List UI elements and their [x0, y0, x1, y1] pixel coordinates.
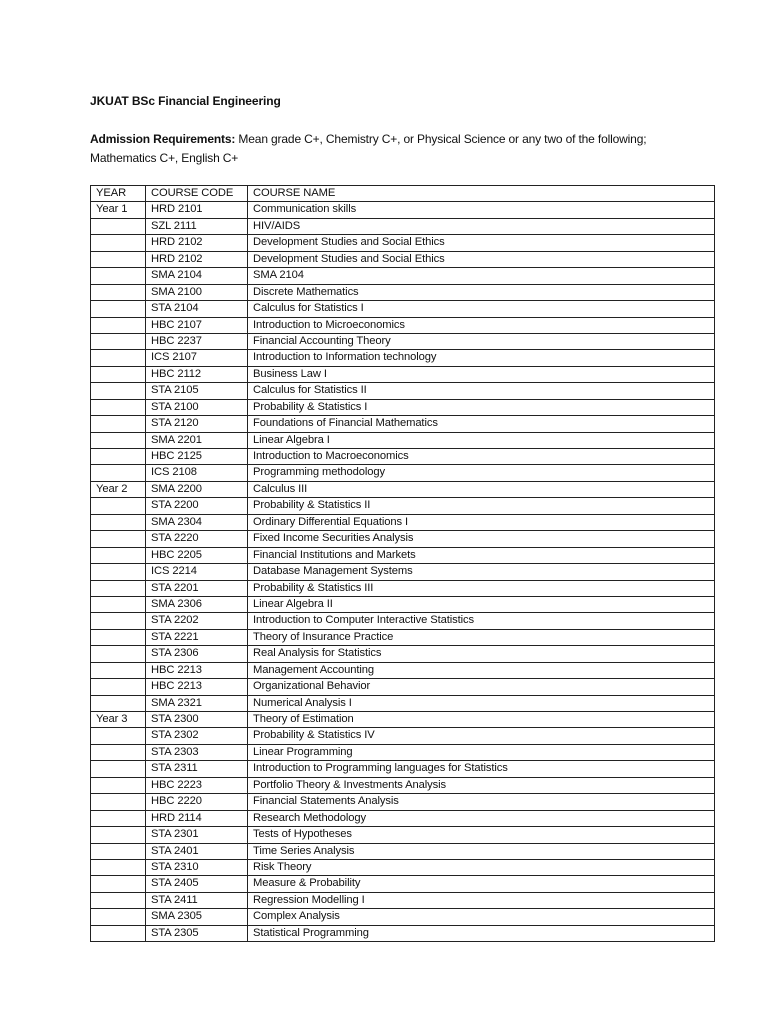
- course-table-body: [91, 202, 715, 942]
- table-row: [91, 514, 715, 530]
- year-cell: [91, 859, 146, 875]
- year-cell: [91, 580, 146, 596]
- year-cell: [91, 531, 146, 547]
- course-code-cell: STA 2411: [146, 892, 248, 908]
- table-row: [91, 350, 715, 366]
- year-cell: [91, 629, 146, 645]
- course-name-cell: Foundations of Financial Mathematics: [248, 416, 715, 432]
- table-row: [91, 531, 715, 547]
- year-cell: [91, 564, 146, 580]
- course-code-cell: STA 2310: [146, 859, 248, 875]
- course-name-cell: Linear Algebra II: [248, 596, 715, 612]
- course-code-cell: HBC 2205: [146, 547, 248, 563]
- course-code-cell: ICS 2107: [146, 350, 248, 366]
- course-code-cell: STA 2221: [146, 629, 248, 645]
- course-code-cell: STA 2401: [146, 843, 248, 859]
- course-code-cell: STA 2220: [146, 531, 248, 547]
- course-code-cell: STA 2202: [146, 613, 248, 629]
- table-row: [91, 301, 715, 317]
- course-name-cell: Numerical Analysis I: [248, 695, 715, 711]
- table-row: [91, 843, 715, 859]
- course-code-cell: STA 2300: [146, 712, 248, 728]
- table-row: [91, 284, 715, 300]
- course-name-cell: Introduction to Macroeconomics: [248, 449, 715, 465]
- course-name-cell: Fixed Income Securities Analysis: [248, 531, 715, 547]
- course-name-cell: Probability & Statistics I: [248, 399, 715, 415]
- table-row: [91, 728, 715, 744]
- course-code-cell: HBC 2213: [146, 679, 248, 695]
- course-code-cell: STA 2306: [146, 646, 248, 662]
- course-name-cell: Probability & Statistics II: [248, 498, 715, 514]
- table-row: [91, 827, 715, 843]
- course-name-cell: Organizational Behavior: [248, 679, 715, 695]
- year-cell: [91, 695, 146, 711]
- course-name-cell: Portfolio Theory & Investments Analysis: [248, 777, 715, 793]
- year-cell: [91, 810, 146, 826]
- course-code-cell: SMA 2304: [146, 514, 248, 530]
- year-cell: [91, 383, 146, 399]
- course-name-cell: Statistical Programming: [248, 925, 715, 941]
- year-cell: [91, 662, 146, 678]
- header-course-code: COURSE CODE: [146, 186, 248, 202]
- year-cell: [91, 251, 146, 267]
- table-row: [91, 235, 715, 251]
- header-year: YEAR: [91, 186, 146, 202]
- table-row: [91, 399, 715, 415]
- table-row: [91, 810, 715, 826]
- table-row: [91, 859, 715, 875]
- course-code-cell: HBC 2107: [146, 317, 248, 333]
- course-name-cell: Financial Statements Analysis: [248, 794, 715, 810]
- year-cell: [91, 399, 146, 415]
- table-row: [91, 892, 715, 908]
- year-cell: [91, 449, 146, 465]
- table-row: [91, 596, 715, 612]
- header-course-name: COURSE NAME: [248, 186, 715, 202]
- course-name-cell: Probability & Statistics III: [248, 580, 715, 596]
- admission-text: Mean grade C+, Chemistry C+, or Physical Science or any two of the following; Mathematics C+, English C+: [90, 132, 647, 165]
- course-code-cell: STA 2120: [146, 416, 248, 432]
- year-cell: [91, 432, 146, 448]
- course-code-cell: HBC 2237: [146, 333, 248, 349]
- course-name-cell: Ordinary Differential Equations I: [248, 514, 715, 530]
- document-title: JKUAT BSc Financial Engineering: [90, 94, 281, 108]
- table-row: [91, 909, 715, 925]
- course-name-cell: Discrete Mathematics: [248, 284, 715, 300]
- year-cell: [91, 909, 146, 925]
- table-row: [91, 712, 715, 728]
- year-cell: [91, 333, 146, 349]
- table-row: [91, 481, 715, 497]
- course-table: [90, 185, 715, 942]
- course-code-cell: HBC 2112: [146, 366, 248, 382]
- course-code-cell: STA 2303: [146, 744, 248, 760]
- course-code-cell: ICS 2108: [146, 465, 248, 481]
- year-cell: [91, 892, 146, 908]
- year-cell: [91, 366, 146, 382]
- course-name-cell: Introduction to Information technology: [248, 350, 715, 366]
- year-cell: [91, 646, 146, 662]
- course-name-cell: Complex Analysis: [248, 909, 715, 925]
- year-cell: [91, 268, 146, 284]
- year-cell: [91, 761, 146, 777]
- year-cell: [91, 235, 146, 251]
- year-cell: [91, 547, 146, 563]
- year-cell: [91, 301, 146, 317]
- table-row: [91, 449, 715, 465]
- course-name-cell: Database Management Systems: [248, 564, 715, 580]
- course-code-cell: STA 2301: [146, 827, 248, 843]
- year-cell: Year 2: [91, 481, 146, 497]
- table-row: [91, 679, 715, 695]
- course-code-cell: SMA 2104: [146, 268, 248, 284]
- table-row: [91, 218, 715, 234]
- course-code-cell: HBC 2220: [146, 794, 248, 810]
- table-row: [91, 662, 715, 678]
- course-name-cell: Management Accounting: [248, 662, 715, 678]
- course-code-cell: SMA 2306: [146, 596, 248, 612]
- course-name-cell: HIV/AIDS: [248, 218, 715, 234]
- year-cell: [91, 827, 146, 843]
- course-code-cell: STA 2100: [146, 399, 248, 415]
- course-code-cell: HBC 2213: [146, 662, 248, 678]
- course-name-cell: Probability & Statistics IV: [248, 728, 715, 744]
- year-cell: [91, 679, 146, 695]
- year-cell: [91, 350, 146, 366]
- table-row: [91, 646, 715, 662]
- year-cell: [91, 843, 146, 859]
- table-row: [91, 876, 715, 892]
- table-row: [91, 777, 715, 793]
- course-code-cell: STA 2104: [146, 301, 248, 317]
- table-row: [91, 202, 715, 218]
- course-code-cell: STA 2311: [146, 761, 248, 777]
- course-code-cell: SMA 2201: [146, 432, 248, 448]
- course-name-cell: Theory of Estimation: [248, 712, 715, 728]
- year-cell: [91, 794, 146, 810]
- course-code-cell: SMA 2321: [146, 695, 248, 711]
- course-name-cell: Calculus for Statistics I: [248, 301, 715, 317]
- year-cell: [91, 284, 146, 300]
- course-code-cell: HBC 2223: [146, 777, 248, 793]
- year-cell: [91, 876, 146, 892]
- year-cell: [91, 613, 146, 629]
- admission-requirements: [90, 130, 700, 168]
- table-row: [91, 432, 715, 448]
- course-name-cell: Linear Programming: [248, 744, 715, 760]
- course-name-cell: Linear Algebra I: [248, 432, 715, 448]
- table-row: [91, 465, 715, 481]
- course-name-cell: Business Law I: [248, 366, 715, 382]
- year-cell: Year 3: [91, 712, 146, 728]
- table-row: [91, 580, 715, 596]
- course-name-cell: SMA 2104: [248, 268, 715, 284]
- course-code-cell: STA 2201: [146, 580, 248, 596]
- course-name-cell: Theory of Insurance Practice: [248, 629, 715, 645]
- table-row: [91, 794, 715, 810]
- year-cell: [91, 744, 146, 760]
- course-name-cell: Measure & Probability: [248, 876, 715, 892]
- table-row: [91, 744, 715, 760]
- course-code-cell: HBC 2125: [146, 449, 248, 465]
- course-name-cell: Calculus III: [248, 481, 715, 497]
- course-name-cell: Development Studies and Social Ethics: [248, 251, 715, 267]
- table-row: [91, 317, 715, 333]
- course-name-cell: Financial Institutions and Markets: [248, 547, 715, 563]
- year-cell: [91, 596, 146, 612]
- course-code-cell: SMA 2200: [146, 481, 248, 497]
- course-name-cell: Risk Theory: [248, 859, 715, 875]
- course-name-cell: Research Methodology: [248, 810, 715, 826]
- course-code-cell: SMA 2100: [146, 284, 248, 300]
- course-name-cell: Development Studies and Social Ethics: [248, 235, 715, 251]
- table-row: [91, 547, 715, 563]
- year-cell: [91, 465, 146, 481]
- year-cell: [91, 728, 146, 744]
- table-row: [91, 613, 715, 629]
- course-name-cell: Communication skills: [248, 202, 715, 218]
- year-cell: [91, 416, 146, 432]
- table-row: [91, 925, 715, 941]
- year-cell: Year 1: [91, 202, 146, 218]
- course-code-cell: STA 2200: [146, 498, 248, 514]
- table-row: [91, 416, 715, 432]
- table-row: [91, 629, 715, 645]
- table-row: [91, 695, 715, 711]
- course-code-cell: HRD 2101: [146, 202, 248, 218]
- table-row: [91, 564, 715, 580]
- course-name-cell: Financial Accounting Theory: [248, 333, 715, 349]
- course-code-cell: STA 2105: [146, 383, 248, 399]
- course-code-cell: HRD 2114: [146, 810, 248, 826]
- table-row: [91, 761, 715, 777]
- table-row: [91, 383, 715, 399]
- year-cell: [91, 498, 146, 514]
- year-cell: [91, 317, 146, 333]
- course-name-cell: Programming methodology: [248, 465, 715, 481]
- table-header-row: [91, 186, 715, 202]
- course-name-cell: Introduction to Computer Interactive Statistics: [248, 613, 715, 629]
- course-code-cell: SZL 2111: [146, 218, 248, 234]
- course-name-cell: Real Analysis for Statistics: [248, 646, 715, 662]
- course-code-cell: STA 2302: [146, 728, 248, 744]
- course-code-cell: STA 2305: [146, 925, 248, 941]
- course-code-cell: ICS 2214: [146, 564, 248, 580]
- year-cell: [91, 218, 146, 234]
- year-cell: [91, 777, 146, 793]
- course-code-cell: HRD 2102: [146, 235, 248, 251]
- table-row: [91, 366, 715, 382]
- course-name-cell: Tests of Hypotheses: [248, 827, 715, 843]
- course-code-cell: HRD 2102: [146, 251, 248, 267]
- admission-label: Admission Requirements:: [90, 132, 236, 146]
- course-name-cell: Introduction to Programming languages for Statistics: [248, 761, 715, 777]
- table-row: [91, 333, 715, 349]
- course-code-cell: STA 2405: [146, 876, 248, 892]
- course-name-cell: Time Series Analysis: [248, 843, 715, 859]
- course-name-cell: Introduction to Microeconomics: [248, 317, 715, 333]
- table-row: [91, 498, 715, 514]
- course-name-cell: Calculus for Statistics II: [248, 383, 715, 399]
- course-name-cell: Regression Modelling I: [248, 892, 715, 908]
- course-code-cell: SMA 2305: [146, 909, 248, 925]
- year-cell: [91, 514, 146, 530]
- table-row: [91, 268, 715, 284]
- table-row: [91, 251, 715, 267]
- year-cell: [91, 925, 146, 941]
